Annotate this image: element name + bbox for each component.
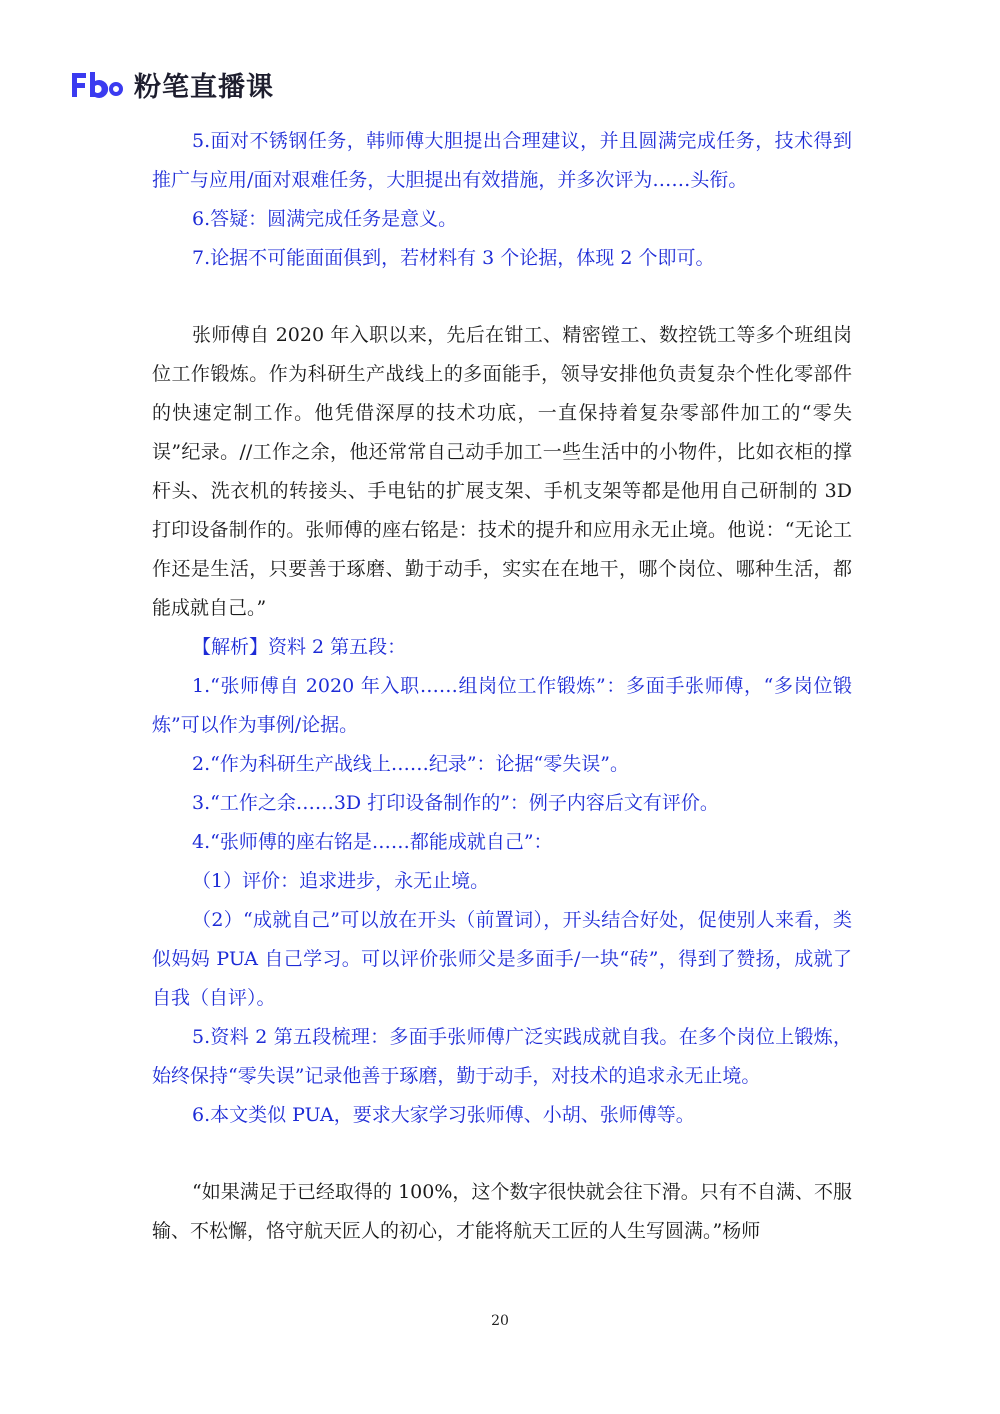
note-item: 6.答疑：圆满完成任务是意义。 — [192, 208, 458, 230]
analysis-item: 6.本文类似 PUA，要求大家学习张师傅、小胡、张师傅等。 — [192, 1104, 695, 1126]
notes-block — [152, 122, 852, 278]
brand-logo — [70, 66, 274, 102]
page-number: 20 — [491, 1313, 509, 1329]
page-content — [152, 122, 852, 1251]
fenbi-logo-icon — [70, 69, 124, 99]
analysis-item: （1）评价：追求进步，永无止境。 — [192, 870, 490, 892]
note-item: 5.面对不锈钢任务，韩师傅大胆提出合理建议，并且圆满完成任务，技术得到推广与应用/面对艰难任务，大胆提出有效措施，并多次评为……头衔。 — [152, 130, 852, 191]
analysis-block — [152, 628, 852, 1135]
analysis-item: 5.资料 2 第五段梳理：多面手张师傅广泛实践成就自我。在多个岗位上锻炼，始终保持“零失误”记录他善于琢磨，勤于动手，对技术的追求永无止境。 — [152, 1026, 852, 1087]
analysis-item: 1.“张师傅自 2020 年入职……组岗位工作锻炼”：多面手张师傅，“多岗位锻炼”可以作为事例/论据。 — [152, 675, 852, 736]
analysis-item: 2.“作为科研生产战线上……纪录”：论据“零失误”。 — [192, 753, 629, 775]
analysis-item: （2）“成就自己”可以放在开头（前置词），开头结合好处，促使别人来看，类似妈妈 PUA 自己学习。可以评价张师父是多面手/一块“砖”，得到了赞扬，成就了自我（自评）。 — [152, 909, 852, 1009]
source-passage: 张师傅自 2020 年入职以来，先后在钳工、精密镗工、数控铣工等多个班组岗位工作锻炼。作为科研生产战线上的多面能手，领导安排他负责复杂个性化零部件的快速定制工作。他凭借深厚的技术功底，一直保持着复杂零部件加工的“零失误”纪录。//工作之余，他还常常自己动手加工一些生活中的小物件，比如衣柜的撑杆头、洗衣机的转接头、手电钻的扩展支架、手机支架等都是他用自己研制的 3D 打印设备制作的。张师傅的座右铭是：技术的提升和应用永无止境。他说：“无论工作还是生活，只要善于琢磨、勤于动手，实实在在地干，哪个岗位、哪种生活，都能成就自己。” — [152, 324, 852, 619]
quote-passage: “如果满足于已经取得的 100%，这个数字很快就会往下滑。只有不自满、不服输、不松懈，恪守航天匠人的初心，才能将航天工匠的人生写圆满。”杨师 — [152, 1181, 852, 1242]
brand-name: 粉笔直播课 — [134, 71, 274, 103]
analysis-item: 3.“工作之余……3D 打印设备制作的”：例子内容后文有评价。 — [192, 792, 719, 814]
analysis-item: 4.“张师傅的座右铭是……都能成就自己”： — [192, 831, 553, 853]
analysis-heading: 【解析】资料 2 第五段： — [192, 636, 407, 658]
note-item: 7.论据不可能面面俱到，若材料有 3 个论据，体现 2 个即可。 — [192, 247, 715, 269]
